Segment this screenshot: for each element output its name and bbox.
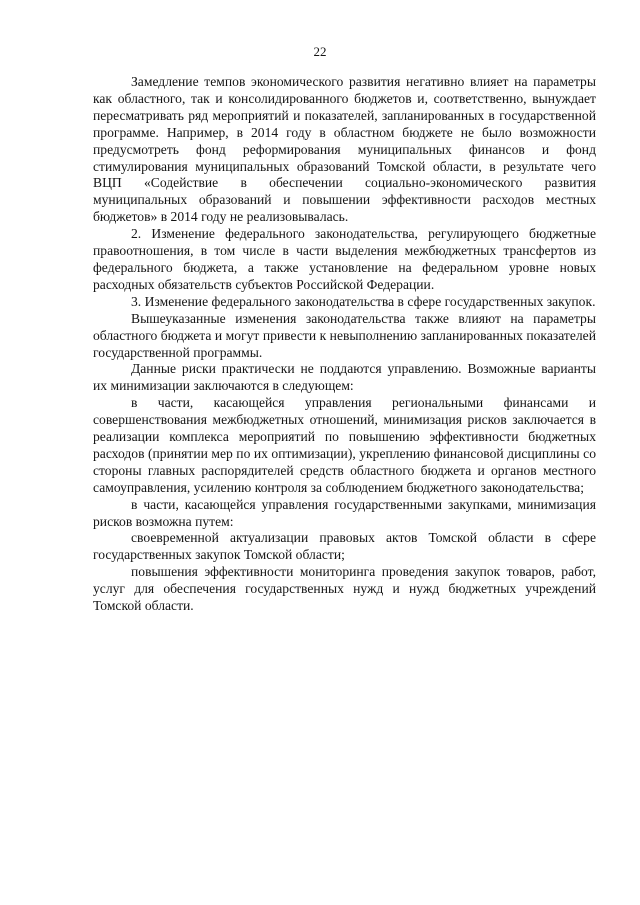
page-number: 22 [313,44,327,59]
paragraph-budget-legislation-change: 2. Изменение федерального законодательства, регулирующего бюджетные правоотношения, в том числе в части выделения межбюджетных трансфертов из федерального бюджета, а также установление на федеральном уровне новых расходных обязательств субъектов Российской Федерации. [93,226,596,292]
paragraph-monitoring-efficiency: повышения эффективности мониторинга проведения закупок товаров, работ, услуг для обеспечения государственных нужд и нужд бюджетных учреждений Томской области. [93,564,596,614]
paragraph-legal-acts-update: своевременной актуализации правовых актов Томской области в сфере государственных закупок Томской области; [93,530,596,563]
paragraph-procurement-measures-intro: в части, касающейся управления государственными закупками, минимизация рисков возможна путем: [93,496,596,529]
paragraph-economic-slowdown: Замедление темпов экономического развития негативно влияет на параметры как областного, так и консолидированного бюджетов и, соответственно, вынуждает пересматривать ряд мероприятий и показателей, запланированных в государственной программе. Например, в 2014 году в областном бюджете не было возможности предусмотреть фонд реформирования муниципальных финансов и фонд стимулирования муниципальных образований Томской области, в результате чего ВЦП «Содействие в обеспечении социально-экономического развития муниципальных образований и повышении эффективности расходов местных бюджетов» в 2014 году не реализовывалась. [93,74,596,225]
paragraph-risk-minimization-intro: Данные риски практически не поддаются управлению. Возможные варианты их минимизации заключаются в следующем: [93,361,596,394]
document-body [93,74,596,615]
paragraph-legislation-impact: Вышеуказанные изменения законодательства также влияют на параметры областного бюджета и могут привести к невыполнению запланированных показателей государственной программы. [93,310,596,360]
paragraph-regional-finance-measures: в части, касающейся управления региональными финансами и совершенствования межбюджетных отношений, минимизация рисков заключается в реализации комплекса мероприятий по повышению эффективности бюджетных расходов (принятии мер по их оптимизации), укреплению финансовой дисциплины со стороны главных распорядителей средств областного бюджета и органов местного самоуправления, усилению контроля за соблюдением бюджетного законодательства; [93,395,596,495]
paragraph-procurement-legislation-change: 3. Изменение федерального законодательства в сфере государственных закупок. [131,293,596,309]
